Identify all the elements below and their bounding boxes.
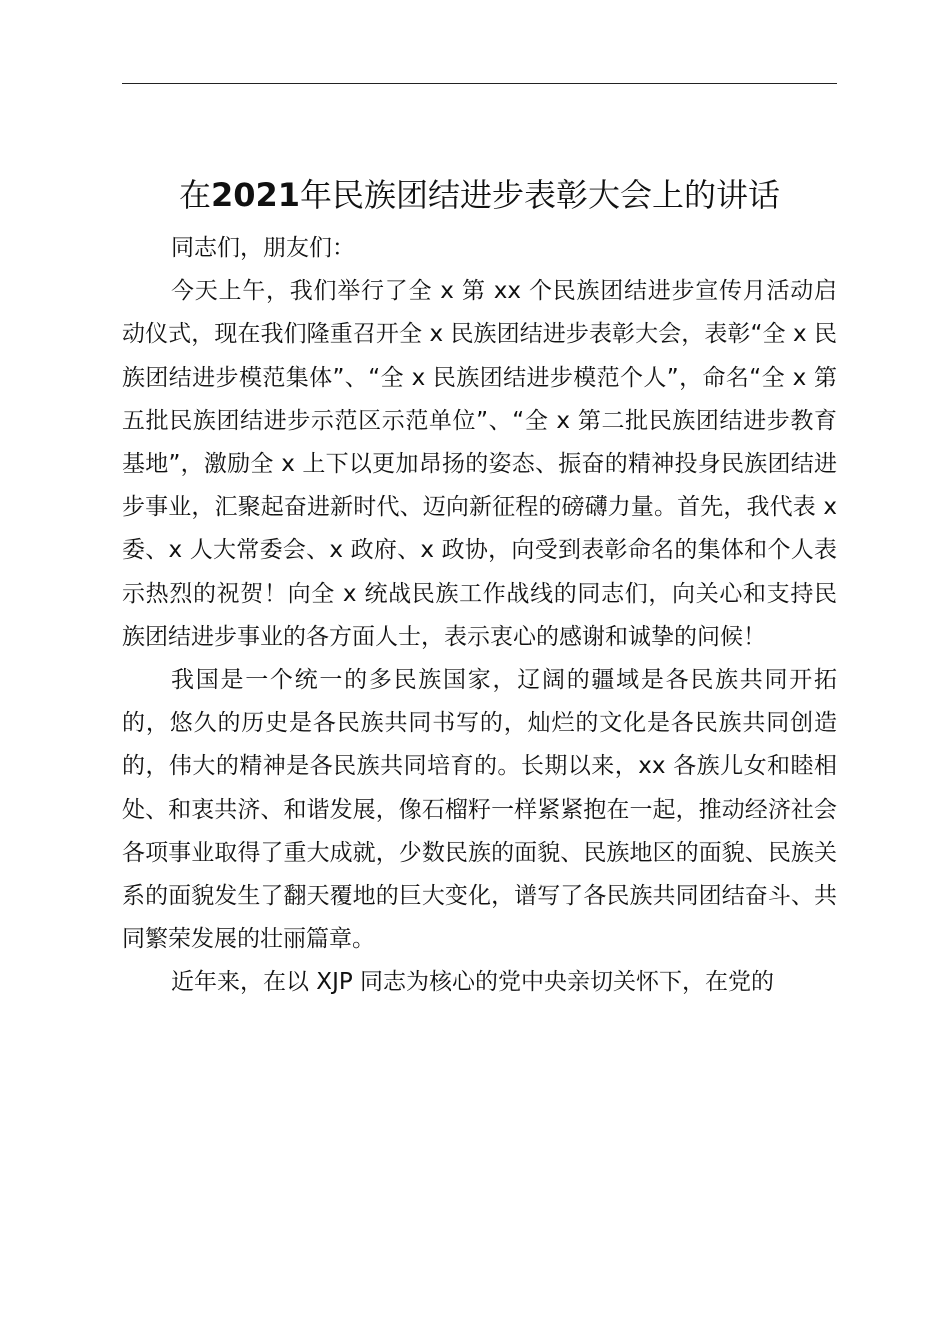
title-year: 2021 <box>210 176 301 215</box>
header-rule <box>122 83 837 84</box>
body-paragraph: 我国是一个统一的多民族国家，辽阔的疆域是各民族共同开拓的，悠久的历史是各民族共同书写的，灿烂的文化是各民族共同创造的，伟大的精神是各民族共同培育的。长期以来，xx 各族儿女和睦相处、和衷共济、和谐发展，像石榴籽一样紧紧抱在一起，推动经济社会各项事业取得了重大成就，少数民族的面貌、民族地区的面貌、民族关系的面貌发生了翻天覆地的巨大变化，谱写了各民族共同团结奋斗、共同繁荣发展的壮丽篇章。 <box>122 667 837 953</box>
body-paragraph: 今天上午，我们举行了全 x 第 xx 个民族团结进步宣传月活动启动仪式，现在我们隆重召开全 x 民族团结进步表彰大会，表彰“全 x 民族团结进步模范集体”、“全 x 民族团结进步模范个人”，命名“全 x 第五批民族团结进步示范区示范单位”、“全 x 第二批民族团结进步教育基地”，激励全 x 上下以更加昂扬的姿态、振奋的精神投身民族团结进步事业，汇聚起奋进新时代、迈向新征程的磅礴力量。首先，我代表 x 委、x 人大常委会、x 政府、x 政协，向受到表彰命名的集体和个人表示热烈的祝贺！向全 x 统战民族工作战线的同志们，向关心和支持民族团结进步事业的各方面人士，表示衷心的感谢和诚挚的问候！ <box>122 278 837 650</box>
salutation: 同志们，朋友们： <box>171 235 355 261</box>
body-paragraph: 近年来，在以 XJP 同志为核心的党中央亲切关怀下，在党的 <box>171 969 775 996</box>
title-suffix: 年民族团结进步表彰大会上的讲话 <box>300 176 781 215</box>
document-title <box>122 171 837 219</box>
title-prefix: 在 <box>178 176 211 215</box>
document-body <box>122 227 837 1005</box>
